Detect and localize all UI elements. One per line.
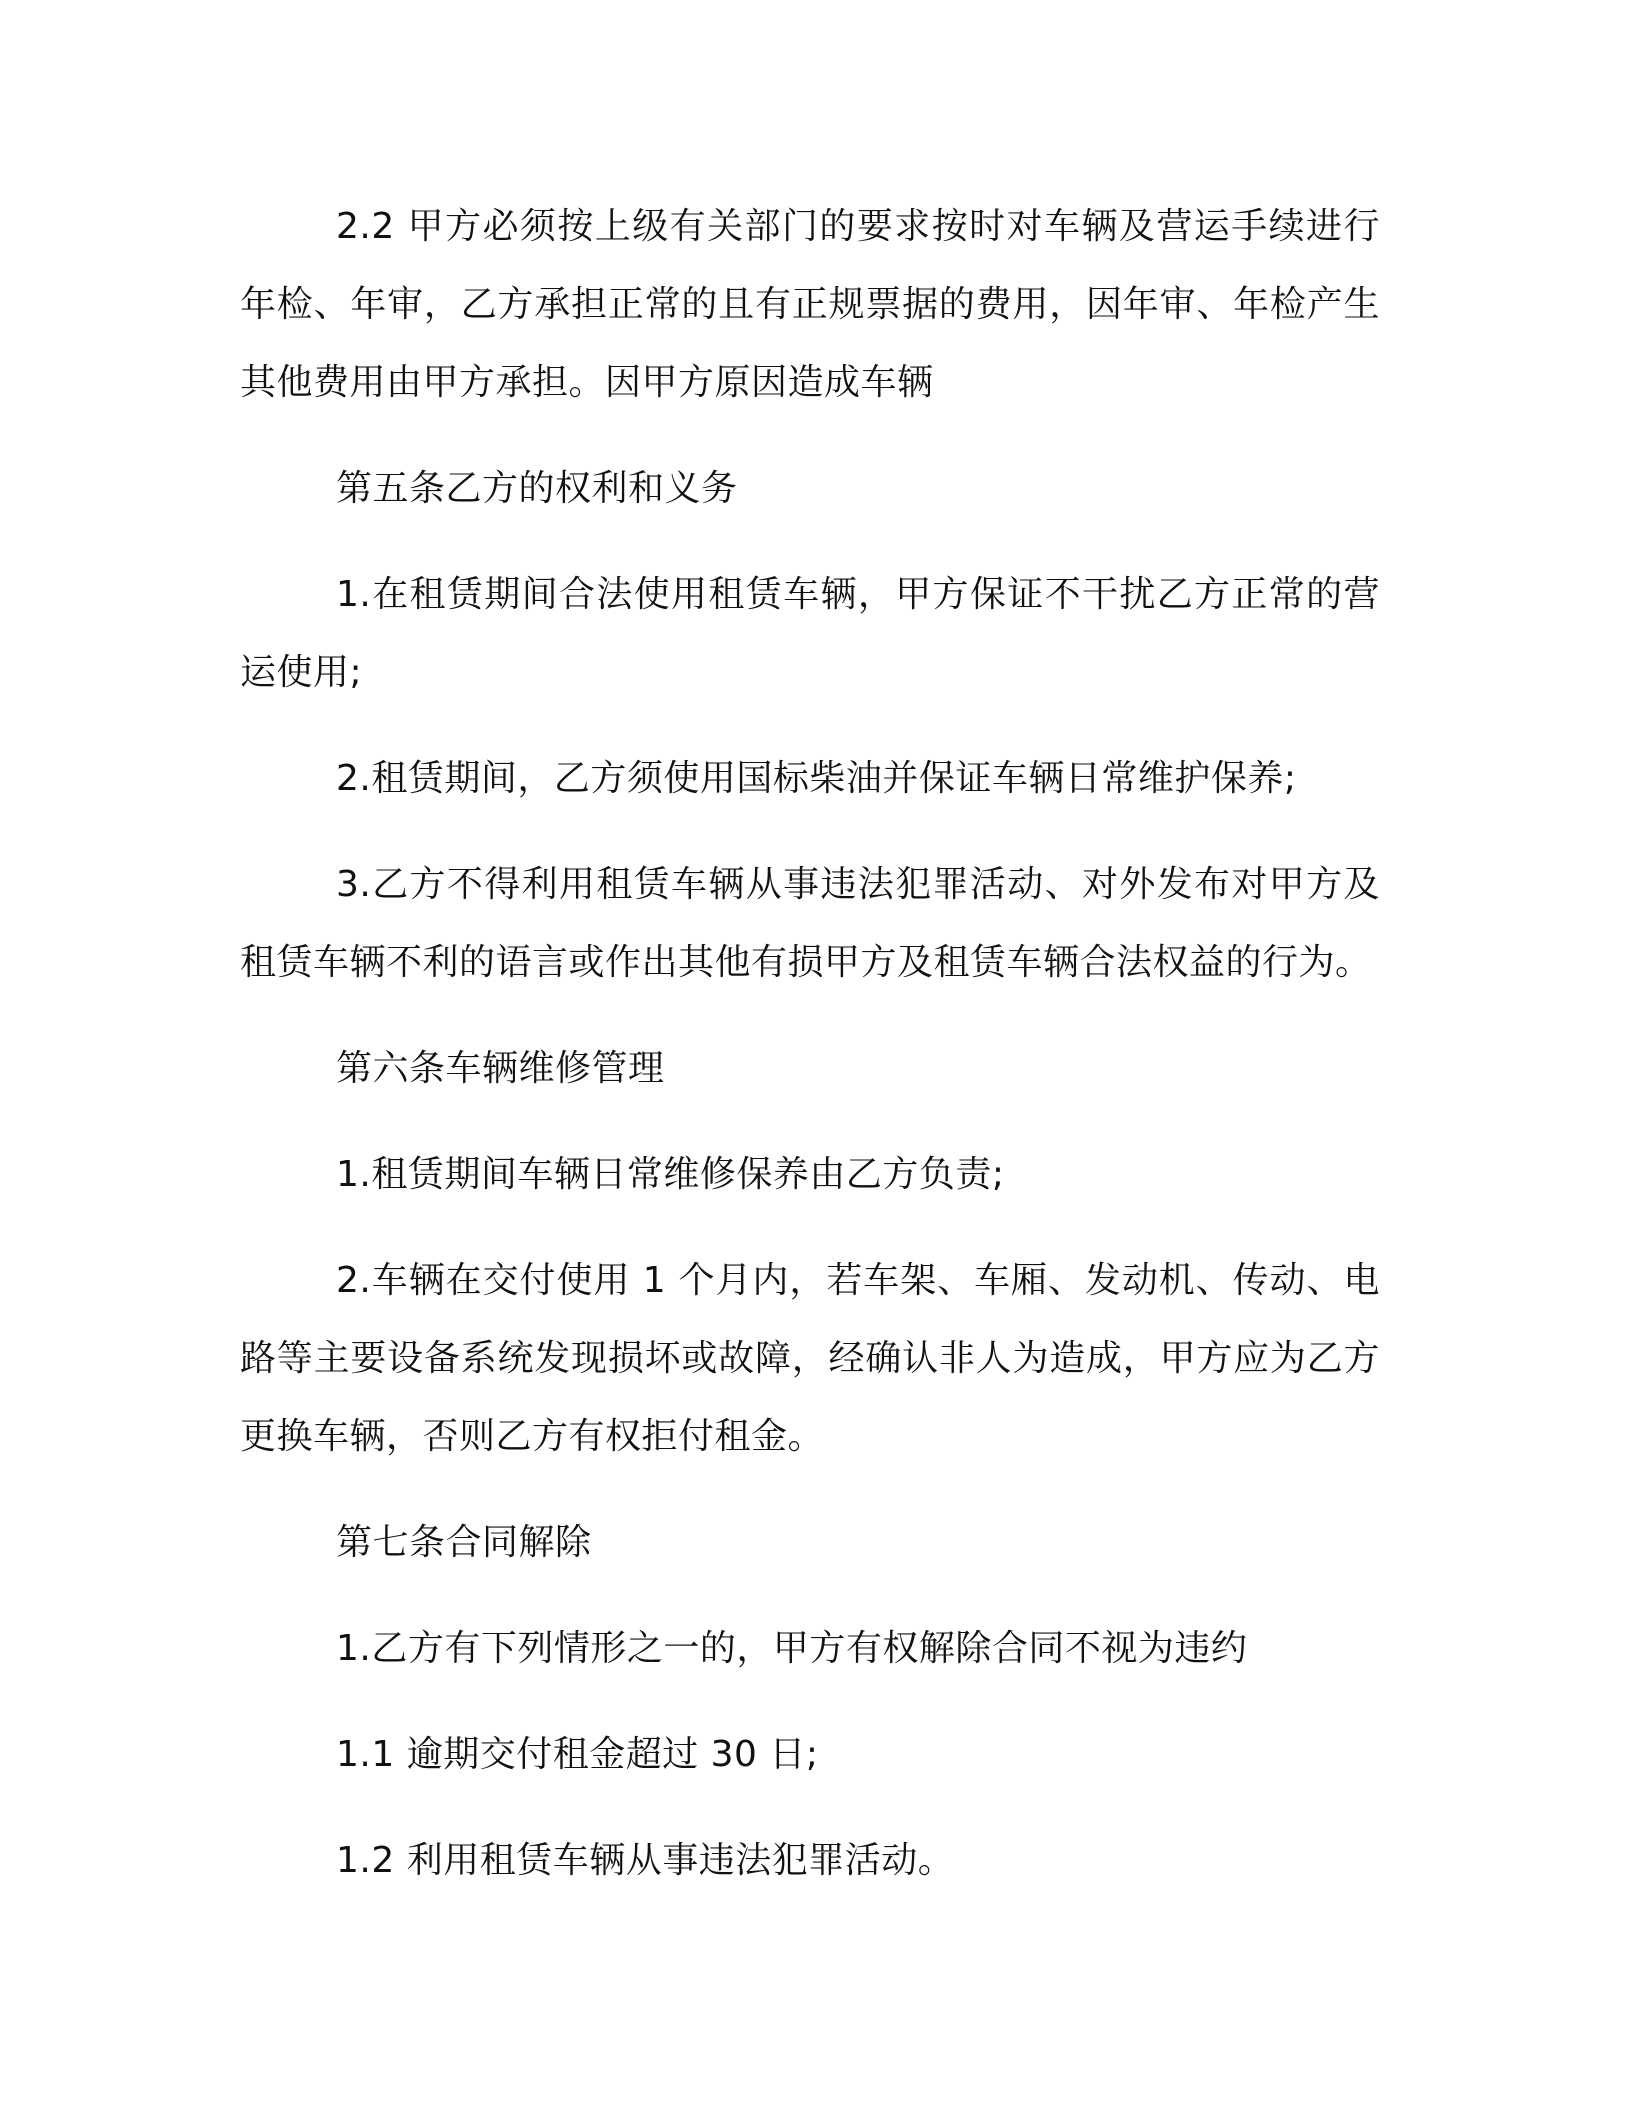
paragraph-gap [240,422,1380,450]
paragraph-gap [240,1214,1380,1242]
paragraph-gap [240,1688,1380,1716]
section-heading-article-6: 第六条车辆维修管理 [336,1048,665,1089]
paragraph-2-2-annual-inspection: 2.2 甲方必须按上级有关部门的要求按时对车辆及营运手续进行年检、年审，乙方承担正常的且有正规票据的费用，因年审、年检产生其他费用由甲方承担。因甲方原因造成车辆 [240,206,1380,403]
paragraph-gap [240,1476,1380,1504]
paragraph-article-6-item-1: 1.租赁期间车辆日常维修保养由乙方负责; [336,1154,1005,1195]
section-heading-article-5: 第五条乙方的权利和义务 [336,468,738,509]
paragraph-gap [240,1582,1380,1610]
paragraph-article-7-item-1-2: 1.2 利用租赁车辆从事违法犯罪活动。 [336,1840,955,1881]
paragraph-gap [240,528,1380,556]
paragraph-gap [240,818,1380,846]
paragraph-article-5-item-2: 2.租赁期间，乙方须使用国标柴油并保证车辆日常维护保养; [336,758,1297,799]
paragraph-article-7-item-1-1: 1.1 逾期交付租金超过 30 日; [336,1734,819,1775]
paragraph-gap [240,1002,1380,1030]
paragraph-article-6-item-2: 2.车辆在交付使用 1 个月内，若车架、车厢、发动机、传动、电路等主要设备系统发现损坏或故障，经确认非人为造成，甲方应为乙方更换车辆，否则乙方有权拒付租金。 [240,1260,1380,1457]
paragraph-gap [240,1108,1380,1136]
paragraph-article-5-item-3: 3.乙方不得利用租赁车辆从事违法犯罪活动、对外发布对甲方及租赁车辆不利的语言或作出其他有损甲方及租赁车辆合法权益的行为。 [240,864,1380,983]
section-heading-article-7: 第七条合同解除 [336,1522,592,1563]
paragraph-gap [240,1794,1380,1822]
document-body [240,188,1380,1900]
paragraph-article-7-item-1: 1.乙方有下列情形之一的，甲方有权解除合同不视为违约 [336,1628,1248,1669]
paragraph-article-5-item-1: 1.在租赁期间合法使用租赁车辆，甲方保证不干扰乙方正常的营运使用; [240,574,1380,693]
paragraph-gap [240,712,1380,740]
